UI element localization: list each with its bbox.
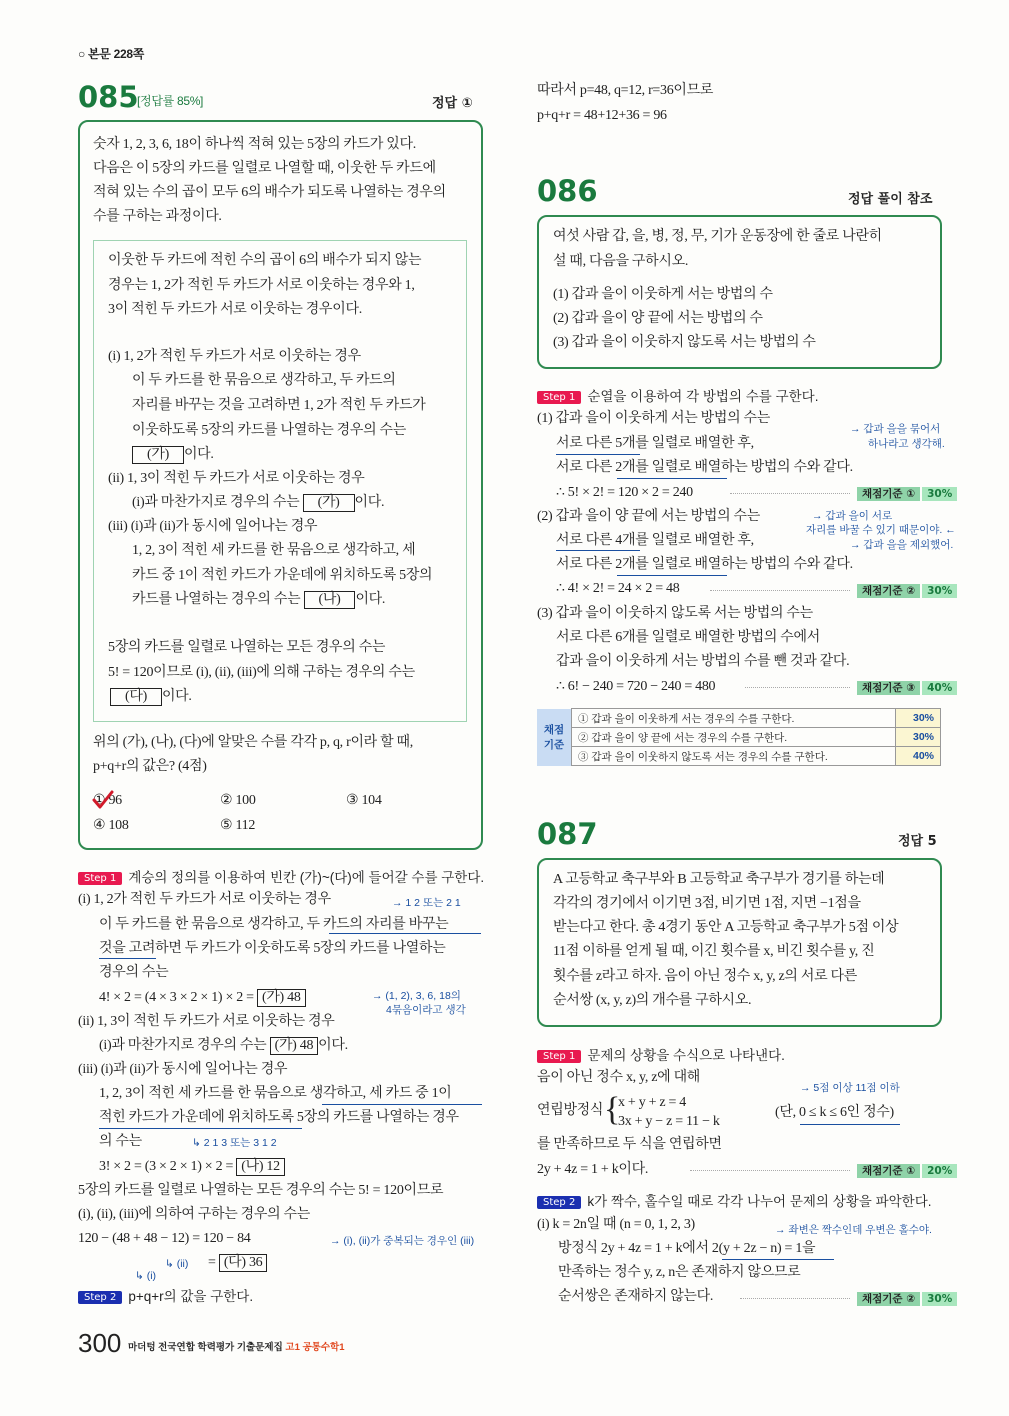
note-text: 5점 이상 11점 이하 (813, 1082, 900, 1094)
annotation-note: 4묶음이라고 생각 (386, 1004, 466, 1016)
underline (99, 958, 156, 959)
annotation-note: → 갑과 을을 묶어서 (850, 423, 941, 435)
solution-line: p+q+r = 48+12+36 = 96 (537, 108, 667, 123)
proof-line (110, 688, 192, 706)
solution-line: 서로 다른 4개를 일렬로 배열한 후, (556, 533, 754, 548)
step-badge: Step 1 (78, 872, 122, 885)
text: (i)과 마찬가지로 경우의 수는 (99, 1038, 267, 1053)
solution-line: (ii) 1, 3이 적힌 두 카드가 서로 이웃하는 경우 (78, 1014, 335, 1029)
proof-line: 자리를 바꾸는 것을 고려하면 1, 2가 적힌 두 카드가 (132, 398, 426, 413)
step-badge: Step 2 (537, 1196, 581, 1209)
choice-2[interactable]: ② 100 (220, 793, 256, 808)
table-row (537, 709, 941, 728)
criteria-pct: 30% (922, 584, 957, 598)
note-text: 갑과 을이 서로 (825, 510, 893, 522)
table-cell: 30% (896, 728, 941, 747)
underline (722, 1259, 834, 1260)
table-cell: 40% (896, 747, 941, 766)
solution-line: ∴ 4! × 2! = 24 × 2 = 48 (556, 581, 680, 596)
text: 4! × 2 = (4 × 3 × 2 × 1) × 2 = (99, 990, 254, 1005)
brace: { (604, 1091, 621, 1128)
problem-line: 11점 이하를 얻게 될 때, 이긴 횟수를 x, 비긴 횟수를 y, 진 (553, 944, 875, 959)
question-line: 위의 (가), (나), (다)에 알맞은 수를 각각 p, q, r이라 할 때, (93, 735, 413, 750)
annotation-note: → (1, 2), 3, 6, 18의 (372, 990, 461, 1002)
annotation-note: → 갑과 을이 서로 (812, 510, 893, 522)
leader-dots (730, 493, 850, 494)
page-reference-text: 본문 228쪽 (88, 47, 145, 61)
underline (556, 454, 640, 455)
solution-line: ∴ 5! × 2! = 120 × 2 = 240 (556, 485, 693, 500)
footer-book (128, 1339, 345, 1353)
criteria-mark (857, 1163, 957, 1178)
solution-line: (3) 갑과 을이 이웃하지 않도록 서는 방법의 수는 (537, 606, 813, 621)
table-cell: ② 갑과 을이 양 끝에 서는 경우의 수를 구한다. (572, 728, 896, 747)
criteria-mark (857, 1291, 957, 1306)
step-1-heading (537, 385, 818, 405)
problem-line: 숫자 1, 2, 3, 6, 18이 하나씩 적혀 있는 5장의 카드가 있다. (93, 137, 416, 152)
solution-line: 서로 다른 5개를 일렬로 배열한 후, (556, 436, 754, 451)
note-text: (i), (ii)가 중복되는 경우인 (iii) (343, 1235, 475, 1247)
step-1-heading (537, 1044, 785, 1064)
solution-line: 이 두 카드를 한 묶음으로 생각하고, 두 카드의 자리를 바꾸는 (99, 917, 449, 932)
criteria-label: 채점기준 ① (857, 1164, 920, 1178)
step-2-heading (537, 1190, 932, 1210)
note-text: (1, 2), 3, 6, 18의 (385, 990, 461, 1002)
table-row (537, 728, 941, 747)
annotation-note: ↳ 2 1 3 또는 3 1 2 (192, 1137, 277, 1149)
underline (329, 933, 481, 934)
choice-text: ① 96 (93, 793, 122, 808)
solution-line: 것을 고려하면 두 카드가 이웃하도록 5장의 카드를 나열하는 (99, 941, 446, 956)
circle-icon: ○ (78, 47, 85, 61)
solution-line: (2) 갑과 을이 양 끝에 서는 방법의 수는 (537, 509, 760, 524)
solution-line: (i) k = 2n일 때 (n = 0, 1, 2, 3) (537, 1217, 695, 1232)
criteria-label: 채점기준 ③ (857, 681, 920, 695)
underline (99, 1128, 302, 1129)
text: 이다. (318, 1038, 348, 1053)
check-mark-icon (92, 790, 114, 810)
table-cell: ① 갑과 을이 이웃하게 서는 경우의 수를 구한다. (572, 709, 896, 728)
text: 3! × 2 = (3 × 2 × 1) × 2 = (99, 1159, 234, 1174)
annotation-note: ↳ (ii) (165, 1258, 189, 1270)
answer-label: 정답 풀이 참조 (848, 192, 933, 207)
leader-dots (690, 1170, 850, 1171)
underline (617, 478, 727, 479)
table-row (537, 747, 941, 766)
equation-line: 3x + y − z = 11 − k (618, 1114, 720, 1129)
solution-line: 5장의 카드를 일렬로 나열하는 모든 경우의 수는 5! = 120이므로 (78, 1183, 444, 1198)
scoring-table (537, 708, 941, 766)
text: 이다. (161, 689, 192, 704)
text: 이다. (355, 592, 386, 607)
proof-line: 카드 중 1이 적힌 카드가 가운데에 위치하도록 5장의 (132, 568, 433, 583)
answer-box-na: (나) 12 (236, 1158, 285, 1176)
problem-line: (1) 갑과 을이 이웃하게 서는 방법의 수 (553, 287, 773, 302)
leader-dots (745, 687, 850, 688)
answer-label: 정답 5 (898, 834, 937, 849)
proof-line: 이 두 카드를 한 묶음으로 생각하고, 두 카드의 (132, 373, 396, 388)
choice-5[interactable]: ⑤ 112 (220, 818, 256, 833)
solution-line: (i) 1, 2가 적힌 두 카드가 서로 이웃하는 경우 (78, 892, 331, 907)
text: 카드를 나열하는 경우의 수는 (132, 592, 301, 607)
criteria-pct: 40% (922, 681, 957, 695)
proof-line: (i) 1, 2가 적힌 두 카드가 서로 이웃하는 경우 (108, 349, 361, 364)
criteria-pct: 20% (922, 1164, 957, 1178)
solution-line: 방정식 2y + 4z = 1 + k에서 2(y + 2z − n) = 1을 (558, 1241, 816, 1256)
solution-line: ∴ 6! − 240 = 720 − 240 = 480 (556, 679, 716, 694)
text: 이다. (354, 495, 385, 510)
blank-na: (나) (304, 591, 356, 609)
problem-line: 수를 구하는 과정이다. (93, 209, 222, 224)
annotation-note: → 1 2 또는 2 1 (392, 897, 461, 909)
annotation-note: → (i), (ii)가 중복되는 경우인 (iii) (330, 1235, 475, 1247)
proof-line: 3이 적힌 두 카드가 서로 이웃하는 경우이다. (108, 302, 362, 317)
solution-line: 서로 다른 2개를 일렬로 배열하는 방법의 수와 같다. (556, 557, 853, 572)
solution-line: 만족하는 정수 y, z, n은 존재하지 않으므로 (558, 1265, 801, 1280)
step-title: k가 짝수, 홀수일 때로 각각 나누어 문제의 상황을 파악한다. (587, 1194, 932, 1209)
solution-line: 1, 2, 3이 적힌 세 카드를 한 묶음으로 생각하고, 세 카드 중 1이 (99, 1086, 452, 1101)
problem-line: 설 때, 다음을 구하시오. (553, 254, 689, 269)
annotation-note: 자리를 바꿀 수 있기 때문이야. ← (806, 524, 956, 536)
book-title: 마더텅 전국연합 학력평가 기출문제집 (128, 1342, 283, 1353)
blank-ga: (가) (303, 494, 355, 512)
underline (556, 550, 640, 551)
note-text: 1 2 또는 2 1 (405, 897, 461, 909)
annotation-note: → 5점 이상 11점 이하 (800, 1082, 900, 1094)
annotation-note: ↳ (i) (135, 1270, 157, 1282)
solution-line: 경우의 수는 (99, 965, 169, 980)
correct-rate: [정답률 85%] (137, 94, 204, 108)
text: (i)과 마찬가지로 경우의 수는 (132, 495, 300, 510)
proof-line: 경우는 1, 2가 적힌 두 카드가 서로 이웃하는 경우와 1, (108, 278, 415, 293)
solution-line: 연립방정식 (537, 1103, 604, 1118)
proof-line: 5장의 카드를 일렬로 나열하는 모든 경우의 수는 (108, 640, 386, 655)
problem-line: 횟수를 z라고 하자. 음이 아닌 정수 x, y, z의 서로 다른 (553, 969, 857, 984)
table-cell: 30% (896, 709, 941, 728)
text: = (208, 1255, 216, 1270)
problem-line: (2) 갑과 을이 양 끝에 서는 방법의 수 (553, 311, 763, 326)
solution-line (99, 1158, 285, 1176)
solution-line: (iii) (i)과 (ii)가 동시에 일어나는 경우 (78, 1062, 288, 1077)
proof-line (132, 494, 384, 512)
blank-ga: (가) (132, 446, 184, 464)
annotation-note: → 좌변은 짝수인데 우변은 홀수야. (775, 1224, 932, 1236)
solution-line: 서로 다른 2개를 일렬로 배열하는 방법의 수와 같다. (556, 460, 853, 475)
problem-line: 다음은 이 5장의 카드를 일렬로 나열할 때, 이웃한 두 카드에 (93, 161, 436, 176)
answer-box-da: (다) 36 (219, 1254, 268, 1272)
note-text: 갑과 을을 묶어서 (863, 423, 941, 435)
solution-line (208, 1254, 267, 1272)
step-badge: Step 1 (537, 391, 581, 404)
step-title: p+q+r의 값을 구한다. (128, 1289, 254, 1304)
note-text: (ii) (176, 1258, 189, 1270)
note-text: 갑과 을을 제외했어. (863, 539, 954, 551)
proof-line (132, 446, 214, 464)
problem-line: 여섯 사람 갑, 을, 병, 정, 무, 기가 운동장에 한 줄로 나란히 (553, 229, 882, 244)
choice-3[interactable]: ③ 104 (346, 793, 382, 808)
solution-line: (1) 갑과 을이 이웃하게 서는 방법의 수는 (537, 411, 770, 426)
table-header: 채점 기준 (537, 709, 572, 766)
solution-line (99, 1037, 348, 1055)
leader-dots (740, 1298, 850, 1299)
problem-line: (3) 갑과 을이 이웃하지 않도록 서는 방법의 수 (553, 335, 816, 350)
step-title: 순열을 이용하여 각 방법의 수를 구한다. (587, 389, 819, 404)
page-number: 300 (78, 1328, 122, 1358)
step-badge: Step 1 (537, 1050, 581, 1063)
step-1-heading (78, 866, 484, 886)
proof-line: 이웃한 두 카드에 적힌 수의 곱이 6의 배수가 되지 않는 (108, 253, 422, 268)
problem-line: 각각의 경기에서 이기면 3점, 비기면 1점, 지면 −1점을 (553, 896, 861, 911)
annotation-note: → 갑과 을을 제외했어. (850, 539, 954, 551)
annotation-note: 하나라고 생각해. (868, 438, 945, 450)
solution-line: 120 − (48 + 48 − 12) = 120 − 84 (78, 1231, 251, 1246)
problem-line: A 고등학교 축구부와 B 고등학교 축구부가 경기를 하는데 (553, 872, 885, 887)
solution-line: 의 수는 (99, 1134, 142, 1149)
note-text: (i) (146, 1270, 157, 1282)
problem-line: 순서쌍 (x, y, z)의 개수를 구하시오. (553, 993, 752, 1008)
equation-line: x + y + z = 4 (618, 1095, 687, 1110)
criteria-mark (857, 486, 957, 501)
answer-box-ga: (가) 48 (257, 989, 306, 1007)
answer-box-ga: (가) 48 (270, 1037, 319, 1055)
problem-number: 087 (537, 817, 598, 851)
criteria-label: 채점기준 ② (857, 584, 920, 598)
choice-4[interactable]: ④ 108 (93, 818, 129, 833)
step-badge: Step 2 (78, 1291, 122, 1304)
problem-line: 받는다고 한다. 총 4경기 동안 A 고등학교 축구부가 5점 이상 (553, 920, 899, 935)
problem-number: 086 (537, 174, 598, 208)
blank-da: (다) (110, 688, 162, 706)
solution-line: 순서쌍은 존재하지 않는다. (558, 1289, 714, 1304)
note-text: 2 1 3 또는 3 1 2 (203, 1137, 277, 1149)
leader-dots (710, 590, 850, 591)
proof-line: 이웃하도록 5장의 카드를 나열하는 경우의 수는 (132, 423, 406, 438)
underline (617, 575, 727, 576)
text: 이다. (183, 447, 214, 462)
underline (800, 1124, 900, 1125)
criteria-label: 채점기준 ② (857, 1292, 920, 1306)
solution-line: 를 만족하므로 두 식을 연립하면 (537, 1137, 722, 1152)
solution-line: 적힌 카드가 가운데에 위치하도록 5장의 카드를 나열하는 경우 (99, 1110, 459, 1125)
problem-number: 085 (78, 80, 139, 114)
table-cell: ③ 갑과 을이 이웃하지 않도록 서는 경우의 수를 구한다. (572, 747, 896, 766)
solution-line: 따라서 p=48, q=12, r=36이므로 (537, 83, 714, 98)
answer-label: 정답 ① (432, 96, 473, 111)
solution-line: 2y + 4z = 1 + k이다. (537, 1162, 649, 1177)
solution-line: 서로 다른 6개를 일렬로 배열한 방법의 수에서 (556, 630, 820, 645)
condition-text: (단, 0 ≤ k ≤ 6인 정수) (775, 1105, 894, 1120)
problem-line: 적혀 있는 수의 곱이 모두 6의 배수가 되도록 나열하는 경우의 (93, 185, 446, 200)
step-title: 계승의 정의를 이용하여 빈칸 (가)~(다)에 들어갈 수를 구한다. (128, 870, 485, 885)
solution-line: 갑과 을이 이웃하게 서는 방법의 수를 뺀 것과 같다. (556, 654, 850, 669)
underline (322, 1104, 482, 1105)
page-reference (78, 45, 144, 63)
criteria-pct: 30% (922, 1292, 957, 1306)
solution-line: 음이 아닌 정수 x, y, z에 대해 (537, 1070, 701, 1085)
solution-line: (i), (ii), (iii)에 의하여 구하는 경우의 수는 (78, 1207, 310, 1222)
solution-line (99, 989, 306, 1007)
note-text: 좌변은 짝수인데 우변은 홀수야. (788, 1224, 932, 1236)
step-title: 문제의 상황을 수식으로 나타낸다. (587, 1048, 785, 1063)
note-text: 자리를 바꿀 수 있기 때문이야. (806, 524, 943, 536)
proof-line: 5! = 120이므로 (i), (ii), (iii)에 의해 구하는 경우의 수는 (108, 665, 415, 680)
criteria-pct: 30% (922, 487, 957, 501)
criteria-label: 채점기준 ① (857, 487, 920, 501)
proof-line: (ii) 1, 3이 적힌 두 카드가 서로 이웃하는 경우 (108, 471, 365, 486)
criteria-mark (857, 583, 957, 598)
subject: 고1 공통수학1 (285, 1342, 345, 1353)
step-2-heading (78, 1285, 253, 1305)
question-line: p+q+r의 값은? (4점) (93, 759, 207, 774)
proof-line: (iii) (i)과 (ii)가 동시에 일어나는 경우 (108, 519, 318, 534)
proof-line (132, 591, 385, 609)
criteria-mark (857, 680, 957, 695)
proof-line: 1, 2, 3이 적힌 세 카드를 한 묶음으로 생각하고, 세 (132, 543, 416, 558)
